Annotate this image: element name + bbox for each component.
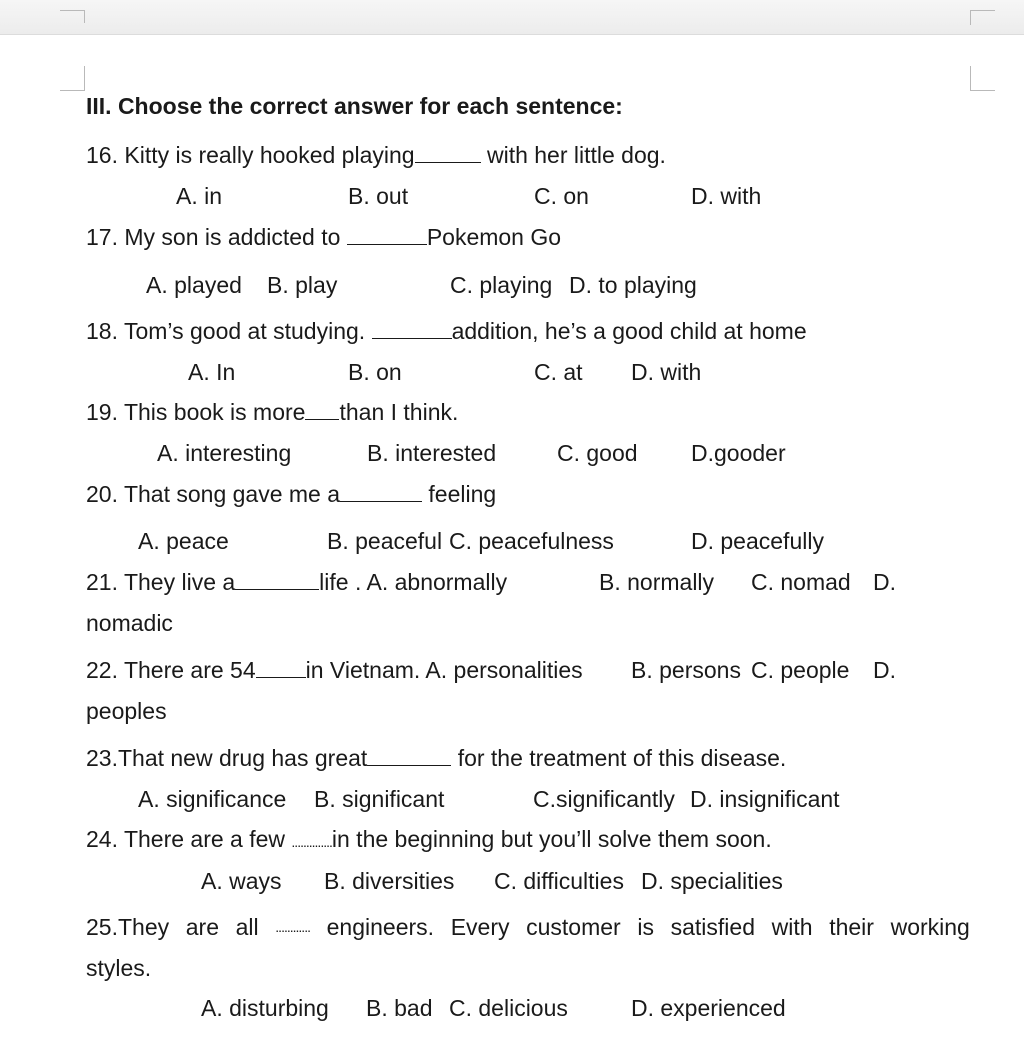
crop-mark — [60, 66, 85, 91]
option-b: B. normally — [599, 569, 715, 595]
question-word: customer — [526, 914, 621, 940]
question-word: 25.They — [86, 914, 170, 940]
option-d: D. with — [631, 359, 702, 385]
option-d: D. experienced — [631, 995, 786, 1021]
option-d: D. to playing — [569, 272, 697, 298]
question-word: are — [185, 914, 219, 940]
question-24 — [86, 825, 772, 856]
question-text: 20. That song gave me a — [86, 481, 341, 507]
option-b: B. persons — [631, 657, 741, 683]
question-text: with her little dog. — [486, 142, 666, 168]
question-word: working — [890, 914, 970, 940]
answer-blank — [235, 571, 319, 590]
question-text: 23.That new drug has great — [86, 745, 368, 771]
question-25-continued: styles. — [86, 955, 152, 981]
option-b: B. out — [348, 183, 409, 209]
option-a: A. disturbing — [201, 995, 329, 1021]
question-word: satisfied — [670, 914, 755, 940]
question-word: all — [235, 914, 259, 940]
question-word: with — [771, 914, 813, 940]
question-text: 21. They live a — [86, 569, 236, 595]
question-text: in the beginning but you’ll solve them soon. — [331, 826, 772, 852]
question-text: 24. There are a few — [86, 826, 286, 852]
question-text: than I think. — [339, 399, 459, 425]
option-d: D. specialities — [641, 868, 783, 894]
answer-blank — [256, 659, 306, 678]
question-text: feeling — [428, 481, 497, 507]
question-21 — [86, 568, 507, 596]
option-c: C. people — [751, 657, 850, 683]
option-b: B. significant — [314, 786, 445, 812]
option-d: D. insignificant — [690, 786, 840, 812]
answer-blank — [415, 144, 481, 163]
option-a: A. significance — [138, 786, 287, 812]
option-a: A. in — [176, 183, 223, 209]
question-text: 22. There are 54 — [86, 657, 256, 683]
question-text: 16. Kitty is really hooked playing — [86, 142, 415, 168]
option-c: C. on — [534, 183, 589, 209]
option-a: A. played — [146, 272, 242, 298]
question-text: Pokemon Go — [426, 224, 562, 250]
question-18 — [86, 317, 807, 345]
question-text: life . — [319, 569, 362, 595]
option-b: B. diversities — [324, 868, 455, 894]
option-d: D. with — [691, 183, 762, 209]
option-d: D.gooder — [691, 440, 786, 466]
option-c: C. peacefulness — [449, 528, 614, 554]
question-16 — [86, 141, 666, 169]
question-19 — [86, 398, 458, 426]
option-d-continued: nomadic — [86, 610, 173, 636]
crop-mark — [970, 10, 995, 25]
question-text: for the treatment of this disease. — [457, 745, 787, 771]
question-22 — [86, 656, 583, 684]
option-b: B. interested — [367, 440, 497, 466]
question-text: addition, he’s a good child at home — [451, 318, 807, 344]
answer-blank — [305, 401, 339, 420]
question-23 — [86, 744, 786, 772]
option-c: C. nomad — [751, 569, 851, 595]
question-20 — [86, 480, 496, 508]
answer-blank: ............ — [275, 919, 310, 935]
toolbar-strip — [0, 0, 1024, 35]
option-a: A. personalities — [425, 657, 583, 683]
option-a: A. interesting — [157, 440, 292, 466]
crop-mark — [970, 66, 995, 91]
answer-blank — [372, 320, 452, 339]
option-c: C. difficulties — [494, 868, 624, 894]
option-c: C. good — [557, 440, 638, 466]
question-text: 17. My son is addicted to — [86, 224, 341, 250]
answer-blank — [347, 226, 427, 245]
answer-blank — [340, 483, 422, 502]
option-c: C. at — [534, 359, 583, 385]
option-d: D. — [873, 569, 896, 595]
option-c: C. playing — [450, 272, 553, 298]
question-word: engineers. — [326, 914, 435, 940]
question-word: is — [637, 914, 654, 940]
answer-blank: .............. — [291, 834, 332, 850]
answer-blank — [367, 747, 451, 766]
option-b: B. on — [348, 359, 402, 385]
option-d: D. peacefully — [691, 528, 824, 554]
question-25 — [86, 913, 970, 941]
option-b: B. play — [267, 272, 338, 298]
question-word: Every — [450, 914, 510, 940]
question-text: in Vietnam. — [305, 657, 421, 683]
option-a: A. peace — [138, 528, 229, 554]
question-17 — [86, 223, 561, 251]
option-a: A. ways — [201, 868, 282, 894]
option-a: A. abnormally — [366, 569, 508, 595]
option-a: A. In — [188, 359, 236, 385]
crop-mark — [60, 10, 85, 23]
option-c: C.significantly — [533, 786, 675, 812]
option-d-continued: peoples — [86, 698, 167, 724]
section-heading: III. Choose the correct answer for each sentence: — [86, 93, 623, 119]
option-c: C. delicious — [449, 995, 568, 1021]
question-text: 19. This book is more — [86, 399, 306, 425]
question-text: 18. Tom’s good at studying. — [86, 318, 366, 344]
option-b: B. bad — [366, 995, 433, 1021]
option-d: D. — [873, 657, 896, 683]
option-b: B. peaceful — [327, 528, 443, 554]
question-word: their — [829, 914, 874, 940]
